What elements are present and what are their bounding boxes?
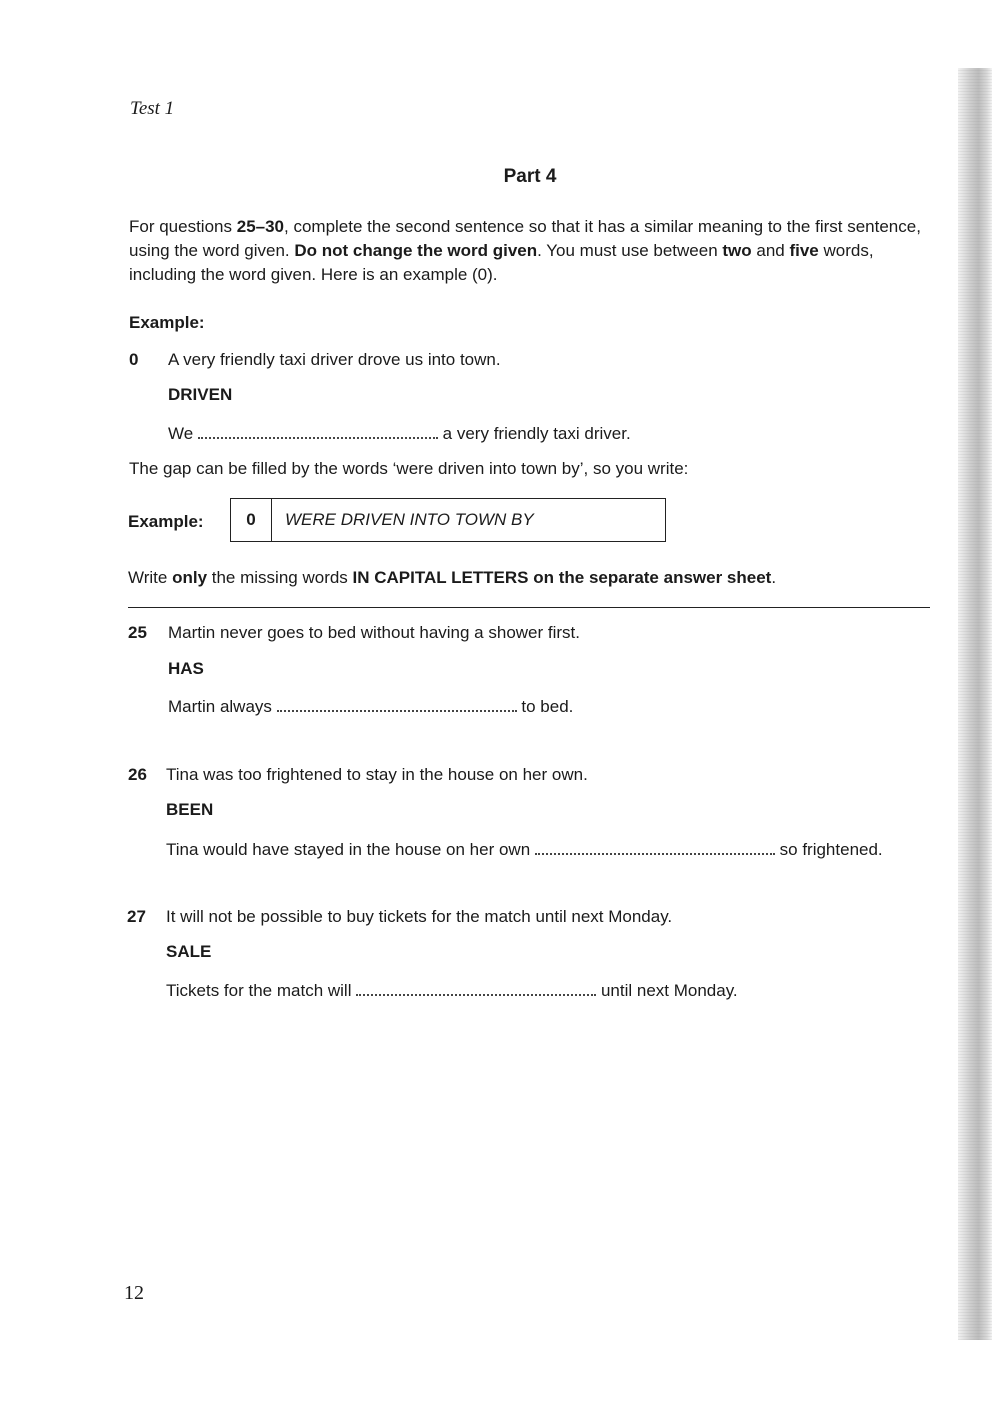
question-gap-sentence xyxy=(166,839,883,860)
instructions-emphasis: two xyxy=(722,241,752,260)
running-head: Test 1 xyxy=(130,98,175,119)
question-sentence: Tina was too frightened to stay in the house on her own. xyxy=(166,765,588,784)
question-answer-gap[interactable] xyxy=(535,839,775,855)
example-box-label: Example: xyxy=(128,512,204,531)
question-gap-sentence xyxy=(166,980,738,1001)
question-gap-prefix: Martin always xyxy=(168,697,272,716)
question-keyword: BEEN xyxy=(166,800,214,819)
question-keyword: SALE xyxy=(166,942,212,961)
question-keyword: HAS xyxy=(168,659,204,678)
example-gap-suffix: a very friendly taxi driver. xyxy=(442,424,631,443)
example-sentence: A very friendly taxi driver drove us into town. xyxy=(168,350,501,369)
example-answer-box xyxy=(230,498,666,542)
example-answer-gap xyxy=(198,423,438,439)
example-explanation: The gap can be filled by the words ‘were driven into town by’, so you write: xyxy=(129,459,689,478)
instructions-emphasis: five xyxy=(789,241,819,260)
question-gap-prefix: Tickets for the match will xyxy=(166,981,352,1000)
question-number: 26 xyxy=(128,765,147,784)
instructions-text: words, including the word given. Here is an example (0). xyxy=(129,241,874,284)
example-heading: Example: xyxy=(129,313,205,332)
example-number: 0 xyxy=(129,350,139,369)
question-answer-gap[interactable] xyxy=(356,980,596,996)
instructions-text: . You must use between xyxy=(537,241,723,260)
write-instruction xyxy=(128,568,776,588)
question-sentence: Martin never goes to bed without having a shower first. xyxy=(168,623,580,642)
example-gap-sentence xyxy=(168,423,631,444)
write-instruction-text: the missing words xyxy=(207,568,353,587)
example-gap-prefix: We xyxy=(168,424,194,443)
question-gap-suffix: so frightened. xyxy=(779,840,883,859)
question-number: 27 xyxy=(127,907,146,926)
instructions-paragraph xyxy=(129,215,944,287)
example-keyword: DRIVEN xyxy=(168,385,233,404)
write-instruction-emphasis: IN CAPITAL LETTERS on the separate answer sheet xyxy=(352,568,772,587)
write-instruction-text: Write xyxy=(128,568,173,587)
instructions-text: , complete the second sentence so that it has a similar meaning to the first sentence, using the word given. xyxy=(129,217,921,260)
instructions-text: and xyxy=(751,241,790,260)
write-instruction-emphasis: only xyxy=(172,568,208,587)
page-edge-shadow xyxy=(958,68,992,1340)
question-gap-prefix: Tina would have stayed in the house on her own xyxy=(166,840,531,859)
instructions-question-range: 25–30 xyxy=(236,217,285,236)
page-number: 12 xyxy=(124,1282,144,1304)
instructions-text: For questions xyxy=(129,217,237,236)
example-box-answer: WERE DRIVEN INTO TOWN BY xyxy=(285,510,534,529)
question-gap-suffix: to bed. xyxy=(521,697,574,716)
instructions-emphasis: Do not change the word given xyxy=(294,241,538,260)
question-answer-gap[interactable] xyxy=(277,696,517,712)
section-divider xyxy=(128,607,930,608)
question-gap-suffix: until next Monday. xyxy=(600,981,738,1000)
write-instruction-text: . xyxy=(771,568,777,587)
example-box-number: 0 xyxy=(231,499,272,541)
part-title: Part 4 xyxy=(503,166,557,187)
question-number: 25 xyxy=(128,623,147,642)
question-sentence: It will not be possible to buy tickets for the match until next Monday. xyxy=(166,907,673,926)
question-gap-sentence xyxy=(168,696,573,717)
